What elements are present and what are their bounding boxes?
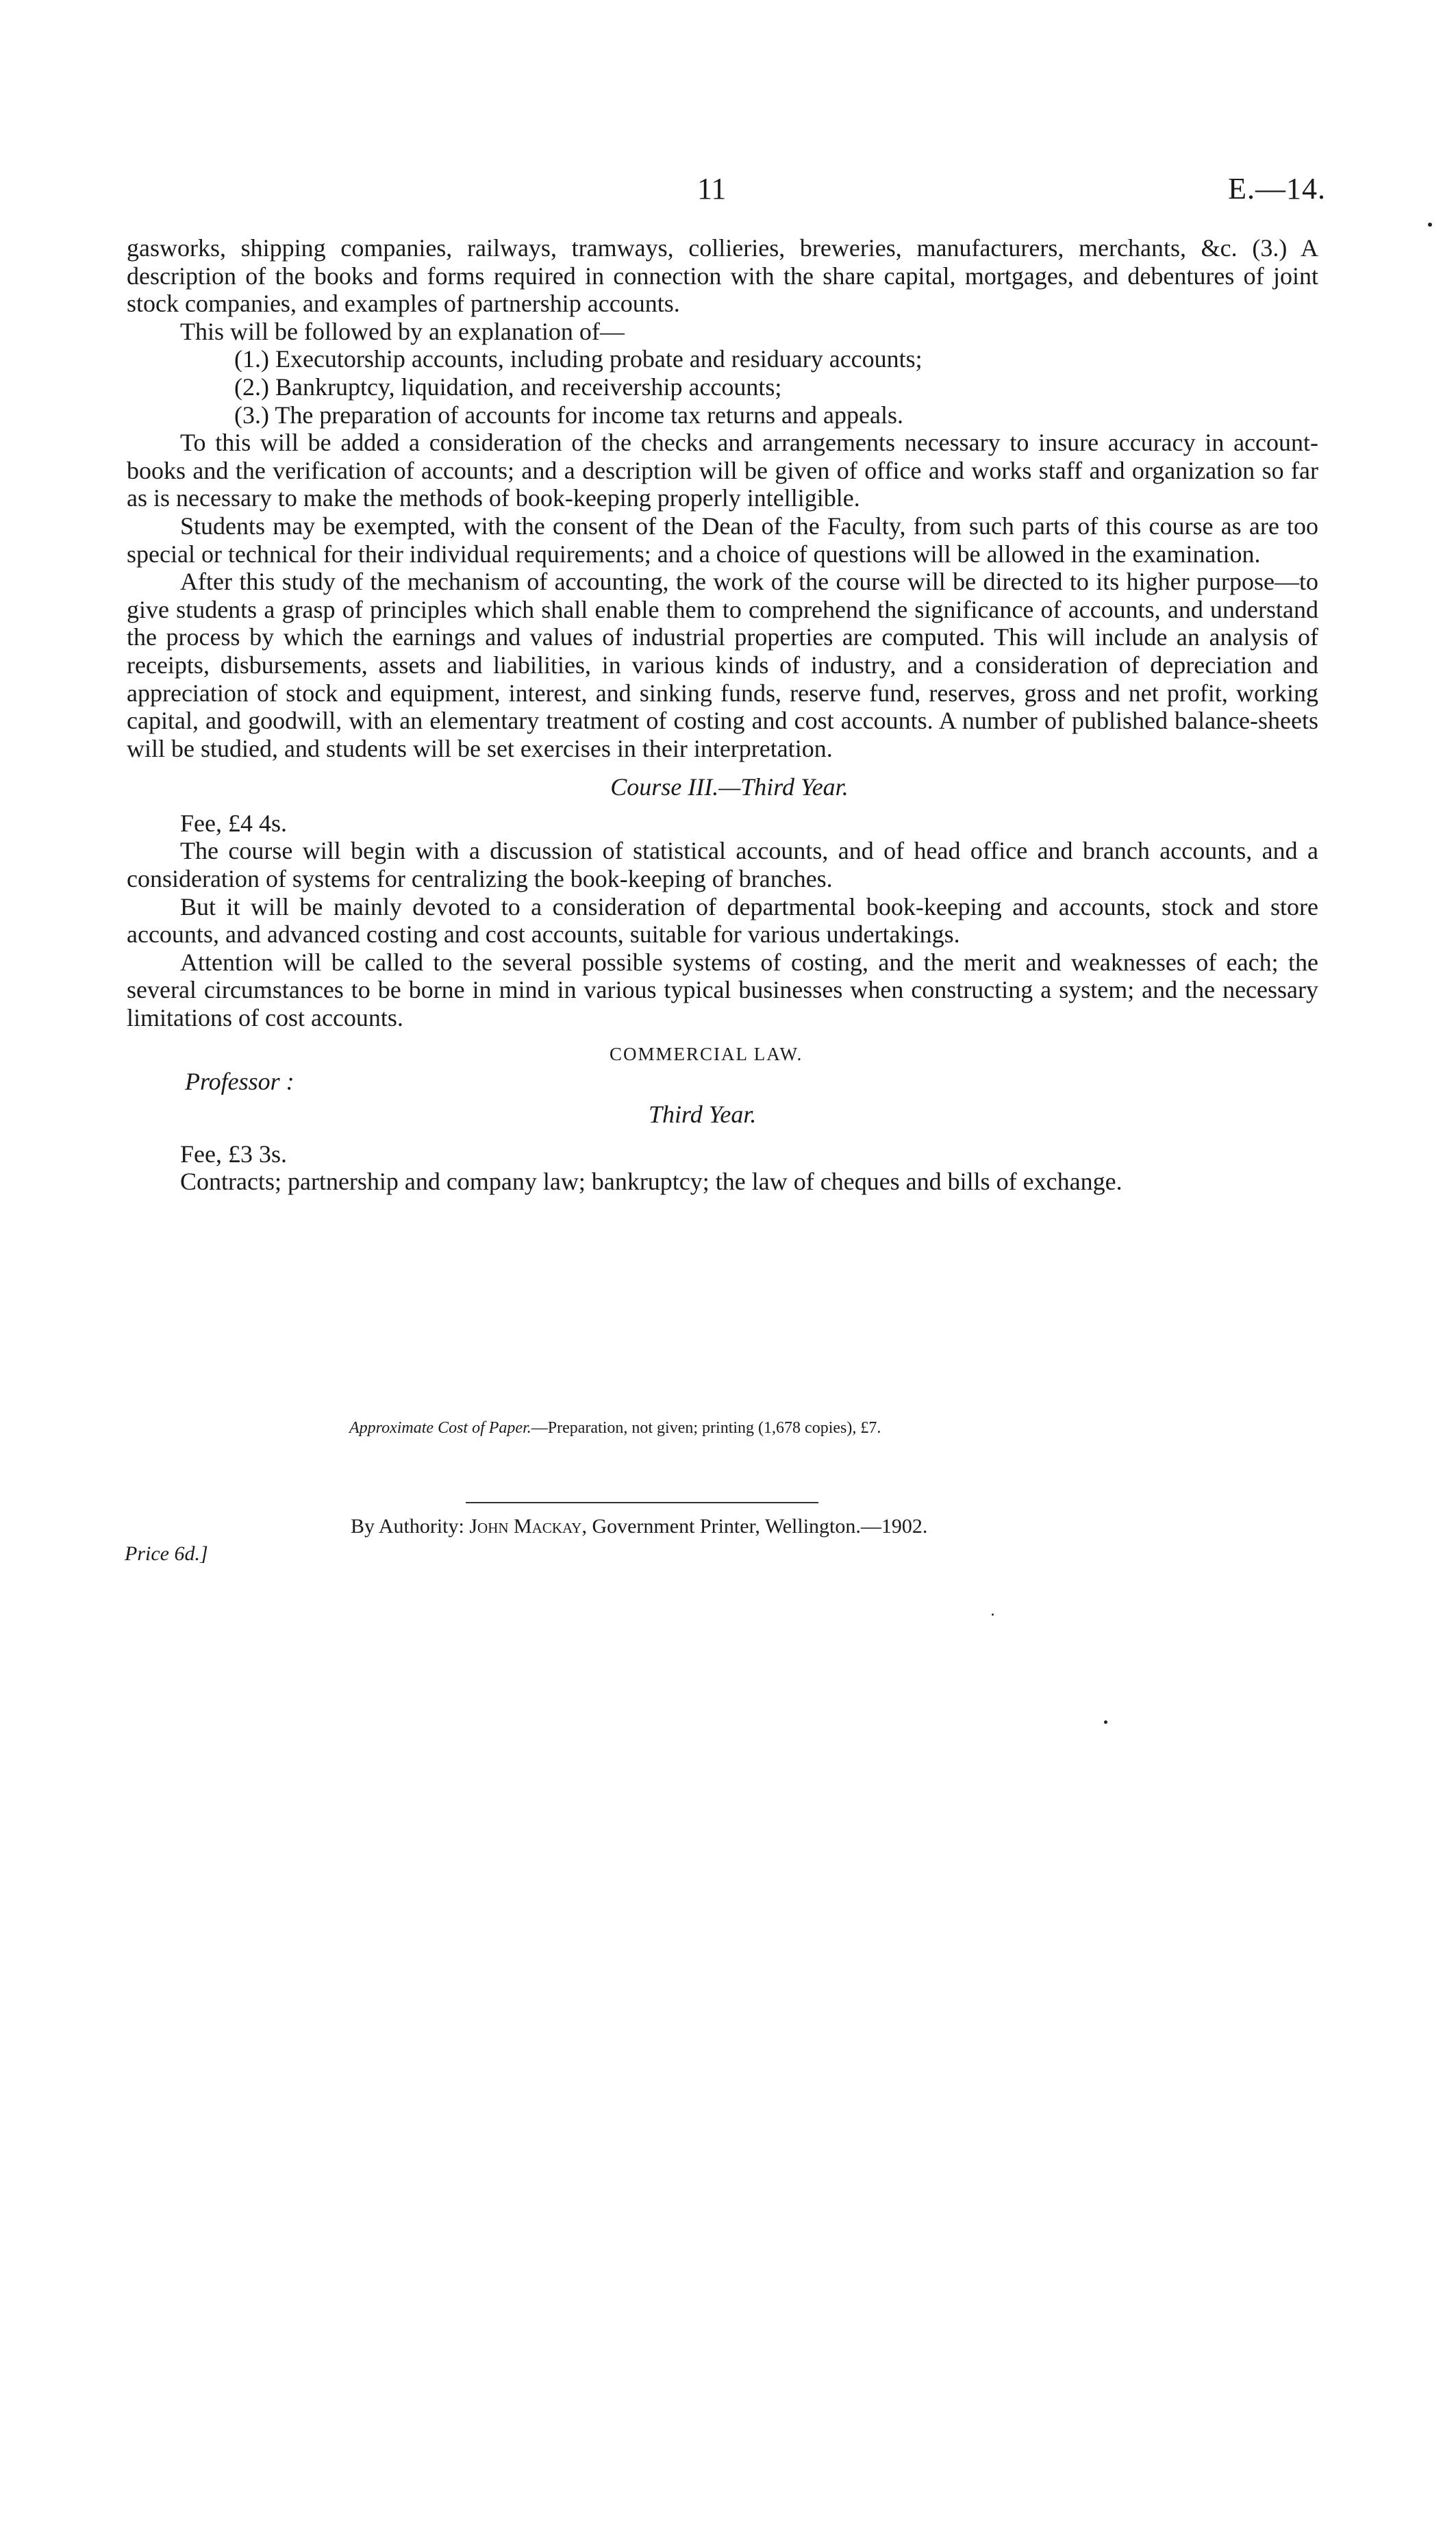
cost-label: Approximate Cost of Paper.: [349, 1419, 531, 1437]
course-heading: Course III.—Third Year.: [610, 773, 849, 801]
paragraph: Attention will be called to the several possible systems of costing, and the merit and weaknesses of each; the several circumstances to be borne in mind in various typical businesses when constructing a system; and the necessary limitations of cost accounts.: [127, 948, 1318, 1032]
cost-text: —Preparation, not given; printing (1,678 copies), £7.: [531, 1419, 881, 1437]
list-item: (1.) Executorship accounts, including probate and residuary accounts;: [234, 345, 922, 373]
page-header: [0, 171, 1456, 212]
list-item: (2.) Bankruptcy, liquidation, and receivership accounts;: [234, 373, 782, 401]
document-reference: E.—14.: [1228, 172, 1326, 205]
cost-note: [349, 1419, 881, 1438]
authority-suffix: , Government Printer, Wellington.—1902.: [581, 1515, 928, 1538]
year-heading: Third Year.: [649, 1100, 757, 1128]
fee-line: Fee, £3 3s.: [180, 1140, 287, 1168]
section-heading: COMMERCIAL LAW.: [610, 1043, 803, 1064]
body-text: [127, 234, 1318, 1196]
scan-speck: [1428, 223, 1432, 227]
paragraph: Contracts; partnership and company law; bankruptcy; the law of cheques and bills of exchange.: [180, 1168, 1122, 1196]
paragraph: The course will begin with a discussion of statistical accounts, and of head office and branch accounts, and a consideration of systems for centralizing the book-keeping of branches.: [127, 837, 1318, 893]
paragraph: After this study of the mechanism of accounting, the work of the course will be directed to its higher purpose—to give students a grasp of principles which shall enable them to comprehend the significance of accounts, and understand the process by which the earnings and values of industrial properties are computed. This will include an analysis of receipts, disbursements, assets and liabilities, in various kinds of industry, and a consideration of depreciation and appreciation of stock and equipment, interest, and sinking funds, reserve fund, reserves, gross and net profit, working capital, and goodwill, with an elementary treatment of costing and cost accounts. A number of published balance-sheets will be studied, and students will be set exercises in their interpretation.: [127, 568, 1318, 762]
footer-rule: [466, 1502, 818, 1503]
printer-name: John Mackay: [469, 1515, 582, 1538]
fee-line: Fee, £4 4s.: [180, 809, 287, 837]
price-label: Price 6d.]: [125, 1542, 208, 1565]
list-item: (3.) The preparation of accounts for income tax returns and appeals.: [234, 401, 903, 429]
page-number: 11: [697, 172, 727, 205]
paragraph: This will be followed by an explanation of—: [180, 317, 625, 345]
paragraph: gasworks, shipping companies, railways, tramways, collieries, breweries, manufacturers, merchants, &c. (3.) A description of the books and forms required in connection with the share capital, mortgages, and debentures of joint stock companies, and examples of partnership accounts.: [127, 234, 1318, 318]
scan-speck: [992, 1614, 994, 1616]
professor-label: Professor :: [185, 1067, 294, 1095]
authority-prefix: By Authority:: [351, 1515, 470, 1538]
paragraph: But it will be mainly devoted to a consideration of departmental book-keeping and accounts, stock and store accounts, and advanced costing and cost accounts, suitable for various undertakings.: [127, 892, 1318, 949]
commercial-law-heading-block: [127, 1040, 1318, 1140]
printer-authority: [351, 1515, 927, 1538]
paragraph: Students may be exempted, with the consent of the Dean of the Faculty, from such parts of this course as are too special or technical for their individual requirements; and a choice of questions will be allowed in the examination.: [127, 512, 1318, 568]
paragraph: To this will be added a consideration of the checks and arrangements necessary to insure accuracy in account-books and the verification of accounts; and a description will be given of office and works staff and organization so far as is necessary to make the methods of book-keeping properly intelligible.: [127, 429, 1318, 512]
scan-speck: [1104, 1720, 1107, 1724]
